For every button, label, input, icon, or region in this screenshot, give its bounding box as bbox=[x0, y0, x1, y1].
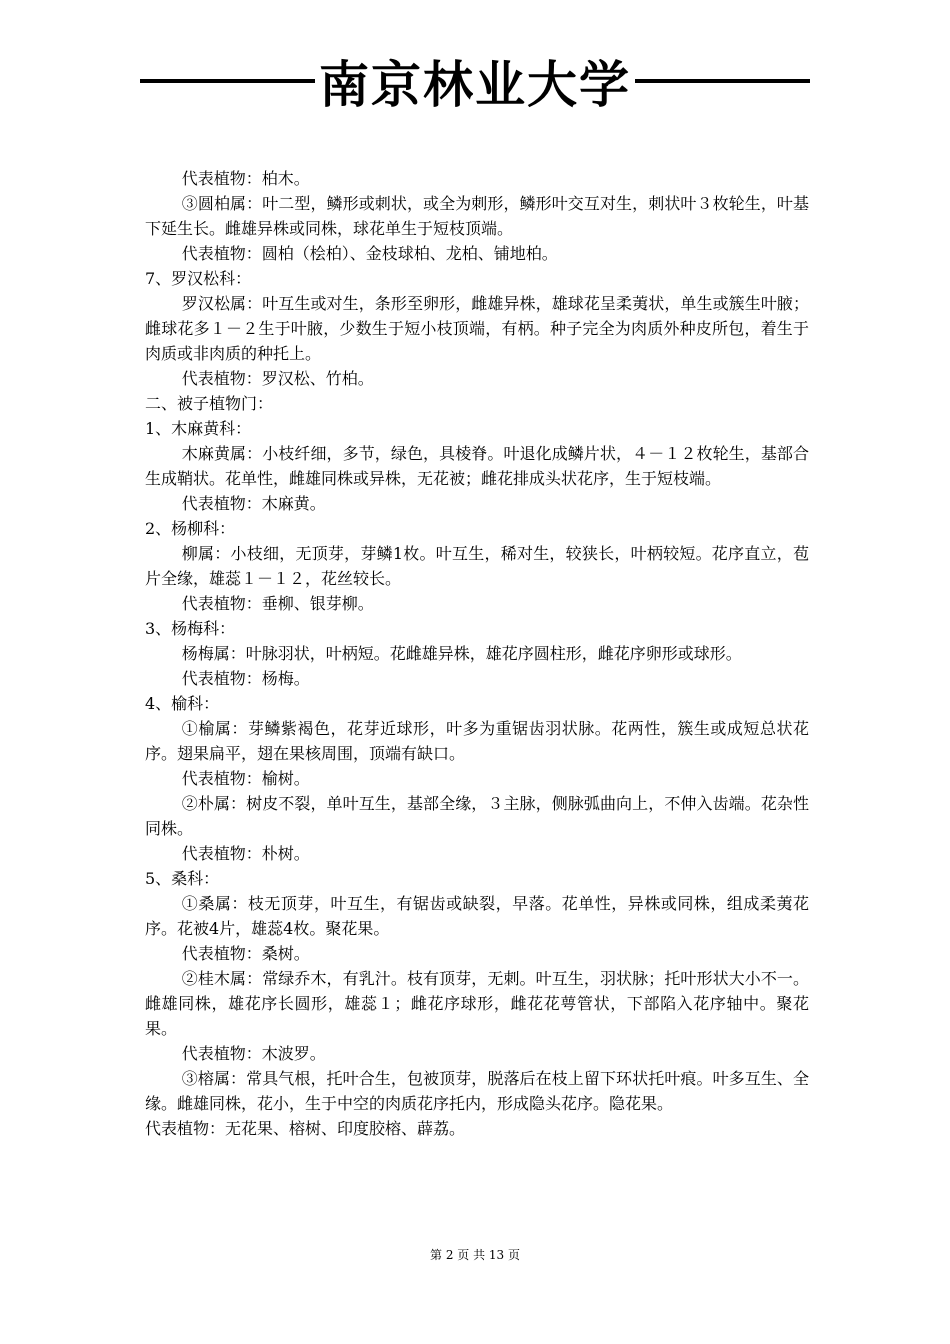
body-paragraph: 代表植物：朴树。 bbox=[181, 844, 310, 863]
body-paragraph: 代表植物：榆树。 bbox=[181, 769, 310, 788]
body-paragraph: 5、桑科： bbox=[145, 869, 220, 888]
body-paragraph: 罗汉松属：叶互生或对生，条形至卵形，雌雄异株，雄球花呈柔荑状，单生或簇生叶腋；雌球花多１－２生于叶腋，少数生于短小枝顶端，有柄。种子完全为肉质外种皮所包，着生于肉质或非肉质的种托上。 bbox=[145, 294, 809, 363]
body-paragraph: 代表植物：杨梅。 bbox=[181, 669, 310, 688]
body-paragraph: 柳属：小枝细，无顶芽，芽鳞1枚。叶互生，稀对生，较狭长，叶柄较短。花序直立，苞片全缘，雄蕊１－１２，花丝较长。 bbox=[145, 544, 809, 588]
body-paragraph: 代表植物：垂柳、银芽柳。 bbox=[181, 594, 374, 613]
body-paragraph: 1、木麻黄科： bbox=[145, 419, 252, 438]
body-paragraph: 4、榆科： bbox=[145, 694, 220, 713]
body-paragraph: 7、罗汉松科： bbox=[145, 269, 252, 288]
body-paragraph: ③圆柏属：叶二型，鳞形或刺状，或全为刺形，鳞形叶交互对生，刺状叶３枚轮生，叶基下延生长。雌雄异株或同株，球花单生于短枝顶端。 bbox=[145, 194, 809, 238]
body-paragraph: 代表植物：无花果、榕树、印度胶榕、薜荔。 bbox=[145, 1119, 466, 1138]
body-paragraph: 代表植物：桑树。 bbox=[181, 944, 310, 963]
body-paragraph: ①桑属：枝无顶芽，叶互生，有锯齿或缺裂，早落。花单性，异株或同株，组成柔荑花序。花被4片，雄蕊4枚。聚花果。 bbox=[145, 894, 809, 938]
body-paragraph: 3、杨梅科： bbox=[145, 619, 236, 638]
body-paragraph: 代表植物：罗汉松、竹柏。 bbox=[181, 369, 374, 388]
header-rule-left bbox=[140, 79, 315, 83]
page-footer: 第 2 页 共 13 页 bbox=[430, 1248, 520, 1262]
body-paragraph: ②朴属：树皮不裂，单叶互生，基部全缘，３主脉，侧脉弧曲向上，不伸入齿端。花杂性同株。 bbox=[145, 794, 809, 838]
body-paragraph: 杨梅属：叶脉羽状，叶柄短。花雌雄异株，雄花序圆柱形，雌花序卵形或球形。 bbox=[181, 644, 742, 663]
document-body bbox=[145, 166, 809, 1141]
body-paragraph: 代表植物：圆柏（桧柏）、金枝球柏、龙柏、铺地柏。 bbox=[181, 244, 558, 263]
page-title: 南京林业大学 bbox=[319, 56, 631, 114]
body-paragraph: ③榕属：常具气根，托叶合生，包被顶芽，脱落后在枝上留下环状托叶痕。叶多互生、全缘。雌雄同株，花小，生于中空的肉质花序托内，形成隐头花序。隐花果。 bbox=[145, 1069, 809, 1113]
body-paragraph: 二、被子植物门： bbox=[145, 394, 274, 413]
body-paragraph: 木麻黄属：小枝纤细，多节，绿色，具棱脊。叶退化成鳞片状，４－１２枚轮生，基部合生成鞘状。花单性，雌雄同株或异株，无花被；雌花排成头状花序，生于短枝端。 bbox=[145, 444, 809, 488]
body-paragraph: ②桂木属：常绿乔木，有乳汁。枝有顶芽，无刺。叶互生，羽状脉；托叶形状大小不一。雌雄同株，雄花序长圆形，雄蕊１；雌花序球形，雌花花萼管状，下部陷入花序轴中。聚花果。 bbox=[145, 969, 809, 1038]
body-paragraph: 2、杨柳科： bbox=[145, 519, 236, 538]
body-paragraph: 代表植物：柏木。 bbox=[181, 169, 310, 188]
header-rule-right bbox=[635, 79, 810, 83]
body-paragraph: ①榆属：芽鳞紫褐色，花芽近球形，叶多为重锯齿羽状脉。花两性，簇生或成短总状花序。翅果扁平，翅在果核周围，顶端有缺口。 bbox=[145, 719, 809, 763]
page-header bbox=[140, 40, 810, 122]
body-paragraph: 代表植物：木麻黄。 bbox=[181, 494, 326, 513]
body-paragraph: 代表植物：木波罗。 bbox=[181, 1044, 326, 1063]
